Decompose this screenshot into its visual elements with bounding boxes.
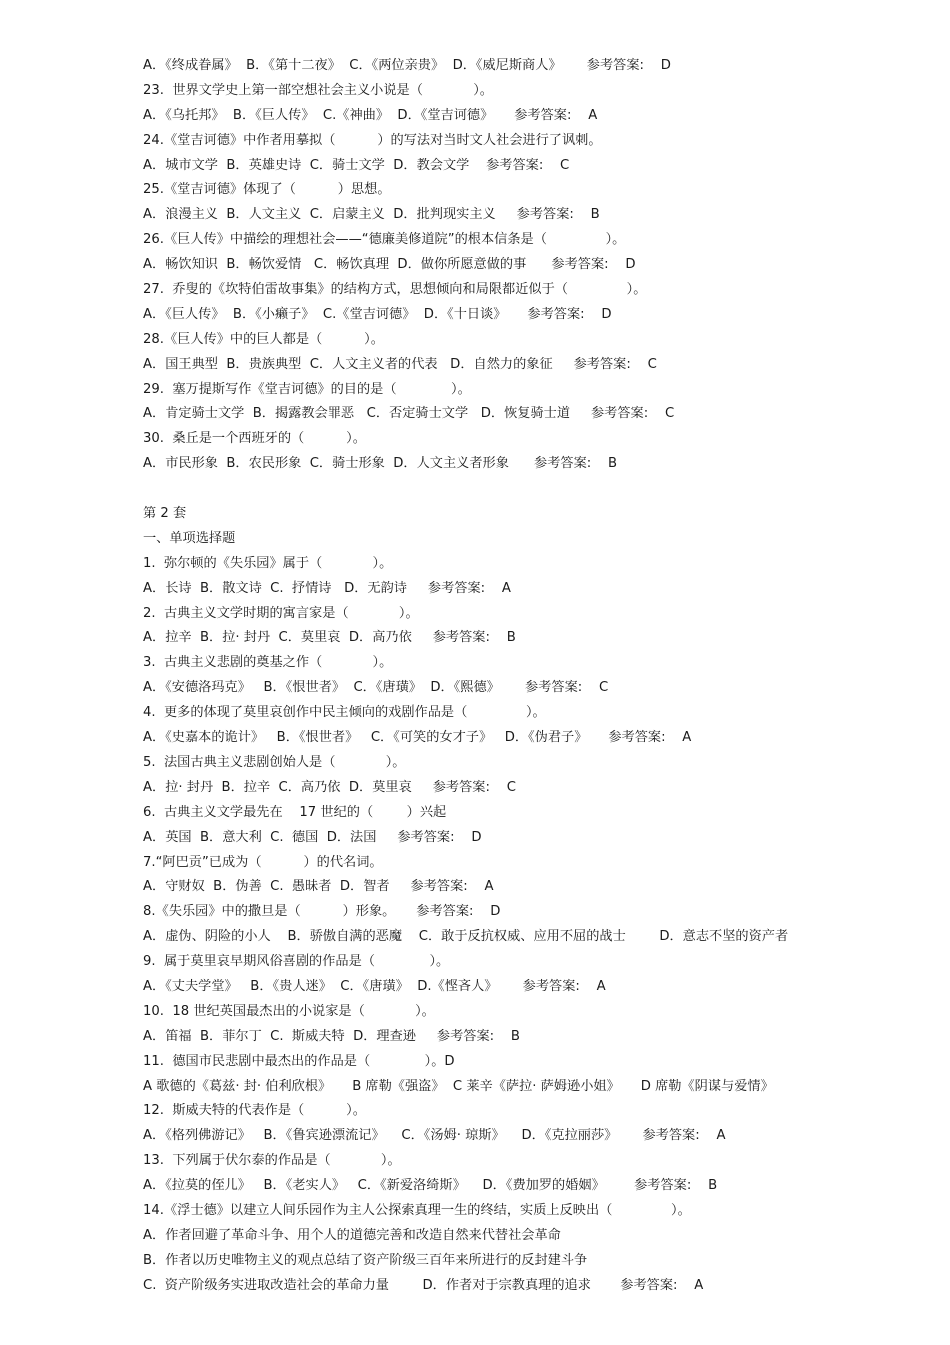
- text-line: A．守财奴 B．伪善 C. 愚昧者 D．智者 参考答案: A: [143, 879, 494, 895]
- text-line: 24.《堂吉诃德》中作者用摹拟（ ）的写法对当时文人社会进行了讽刺。: [143, 132, 602, 148]
- text-line: 27. 乔叟的《坎特伯雷故事集》的结构方式，思想倾向和局限都近似于（ ）。: [143, 282, 647, 298]
- text-line: A 歌德的《葛兹· 封· 伯利欣根》 B 席勒《强盗》 C 莱辛《萨拉· 萨姆逊小姐》 D 席勒《阴谋与爱情》: [143, 1078, 774, 1094]
- text-line: 8.《失乐园》中的撒旦是（ ）形象。 参考答案: D: [143, 904, 501, 920]
- text-line: 12. 斯威夫特的代表作是（ ）。: [143, 1103, 366, 1119]
- text-line: A．畅饮知识 B．畅饮爱情 C．畅饮真理 D．做你所愿意做的事 参考答案: D: [143, 257, 636, 273]
- text-line: 5. 法国古典主义悲剧创始人是（ ）。: [143, 754, 406, 770]
- text-line: A．市民形象 B．农民形象 C．骑士形象 D．人文主义者形象 参考答案: B: [143, 456, 618, 472]
- text-line: A．《史嘉本的诡计》 B．《恨世者》 C．《可笑的女才子》 D．《伪君子》 参考答案: A: [143, 730, 692, 746]
- text-line: 11. 德国市民悲剧中最杰出的作品是（ ）。D: [143, 1053, 455, 1069]
- text-line: A．《巨人传》 B．《小癞子》 C.《堂吉诃德》 D．《十日谈》 参考答案: D: [143, 306, 612, 322]
- text-line: A．《安德洛玛克》 B．《恨世者》 C．《唐璜》 D．《熙德》 参考答案: C: [143, 680, 609, 696]
- text-line: 23. 世界文学史上第一部空想社会主义小说是（ ）。: [143, 82, 493, 98]
- text-line: A．浪漫主义 B．人文主义 C．启蒙主义 D．批判现实主义 参考答案: B: [143, 207, 600, 223]
- text-line: A．拉辛 B．拉· 封丹 C．莫里哀 D．高乃依 参考答案: B: [143, 630, 516, 646]
- text-line: A．虚伪、阴险的小人 B．骄傲自满的恶魔 C．敢于反抗权威、应用不屈的战士 D．意志不坚的资产者: [143, 929, 789, 945]
- text-line: A．作者回避了革命斗争、用个人的道德完善和改造自然来代替社会革命: [143, 1227, 561, 1243]
- text-line: A．《丈夫学堂》 B．《贵人迷》 C．《唐璜》 D.《悭吝人》 参考答案: A: [143, 978, 606, 994]
- text-line: 6. 古典主义文学最先在 17 世纪的（ ）兴起: [143, 804, 447, 820]
- section-gap: [143, 477, 903, 502]
- text-line: 25.《堂吉诃德》体现了（ ）思想。: [143, 182, 391, 198]
- text-line: 7.“阿巴贡”已成为（ ）的代名词。: [143, 854, 383, 870]
- text-line: A．英国 B．意大利 C. 德国 D．法国 参考答案: D: [143, 829, 482, 845]
- text-line: 第 2 套: [143, 506, 187, 522]
- text-line: 26.《巨人传》中描绘的理想社会——“德廉美修道院”的根本信条是（ ）。: [143, 232, 626, 248]
- text-line: A．《格列佛游记》 B．《鲁宾逊漂流记》 C．《汤姆· 琼斯》 D．《克拉丽莎》 参考答案: A: [143, 1128, 726, 1144]
- text-line: 4. 更多的体现了莫里哀创作中民主倾向的戏剧作品是（ ）。: [143, 705, 546, 721]
- text-line: 3. 古典主义悲剧的奠基之作（ ）。: [143, 655, 393, 671]
- text-line: 13. 下列属于伏尔泰的作品是（ ）。: [143, 1153, 401, 1169]
- text-line: A．拉· 封丹 B．拉辛 C．高乃依 D．莫里哀 参考答案: C: [143, 779, 516, 795]
- text-line: 14.《浮士德》以建立人间乐园作为主人公探索真理一生的终结，实质上反映出（ ）。: [143, 1202, 691, 1218]
- text-line: A．国王典型 B．贵族典型 C．人文主义者的代表 D．自然力的象征 参考答案: C: [143, 356, 657, 372]
- text-line: 1. 弥尔顿的《失乐园》属于（ ）。: [143, 555, 393, 571]
- text-line: 28.《巨人传》中的巨人都是（ ）。: [143, 331, 384, 347]
- text-line: 29. 塞万提斯写作《堂吉诃德》的目的是（ ）。: [143, 381, 471, 397]
- text-line: A．《拉莫的侄儿》 B．《老实人》 C．《新爱洛绮斯》 D．《费加罗的婚姻》 参考答案: B: [143, 1178, 718, 1194]
- text-line: 2. 古典主义文学时期的寓言家是（ ）。: [143, 605, 419, 621]
- text-line: C. 资产阶级务实进取改造社会的革命力量 D．作者对于宗教真理的追求 参考答案: A: [143, 1277, 704, 1293]
- text-line: A．《终成眷属》 B．《第十二夜》 C．《两位亲贵》 D．《威尼斯商人》 参考答案: D: [143, 58, 671, 73]
- text-line: 9. 属于莫里哀早期风俗喜剧的作品是（ ）。: [143, 954, 450, 970]
- text-line: 10. 18 世纪英国最杰出的小说家是（ ）。: [143, 1003, 435, 1019]
- text-line: 一、单项选择题: [143, 530, 236, 546]
- question-list: [143, 54, 903, 1299]
- text-line: A．《乌托邦》 B．《巨人传》 C.《神曲》 D．《堂吉诃德》 参考答案: A: [143, 107, 598, 123]
- text-line: 30. 桑丘是一个西班牙的（ ）。: [143, 431, 366, 447]
- text-line: A．笛福 B．菲尔丁 C. 斯威夫特 D．理查逊 参考答案: B: [143, 1028, 520, 1044]
- text-line: A．城市文学 B．英雄史诗 C．骑士文学 D．教会文学 参考答案: C: [143, 157, 570, 173]
- text-line: A．长诗 B．散文诗 C. 抒情诗 D．无韵诗 参考答案: A: [143, 580, 511, 596]
- text-line: A．肯定骑士文学 B．揭露教会罪恶 C．否定骑士文学 D．恢复骑士道 参考答案: C: [143, 406, 675, 422]
- text-line: B．作者以历史唯物主义的观点总结了资产阶级三百年来所进行的反封建斗争: [143, 1252, 588, 1268]
